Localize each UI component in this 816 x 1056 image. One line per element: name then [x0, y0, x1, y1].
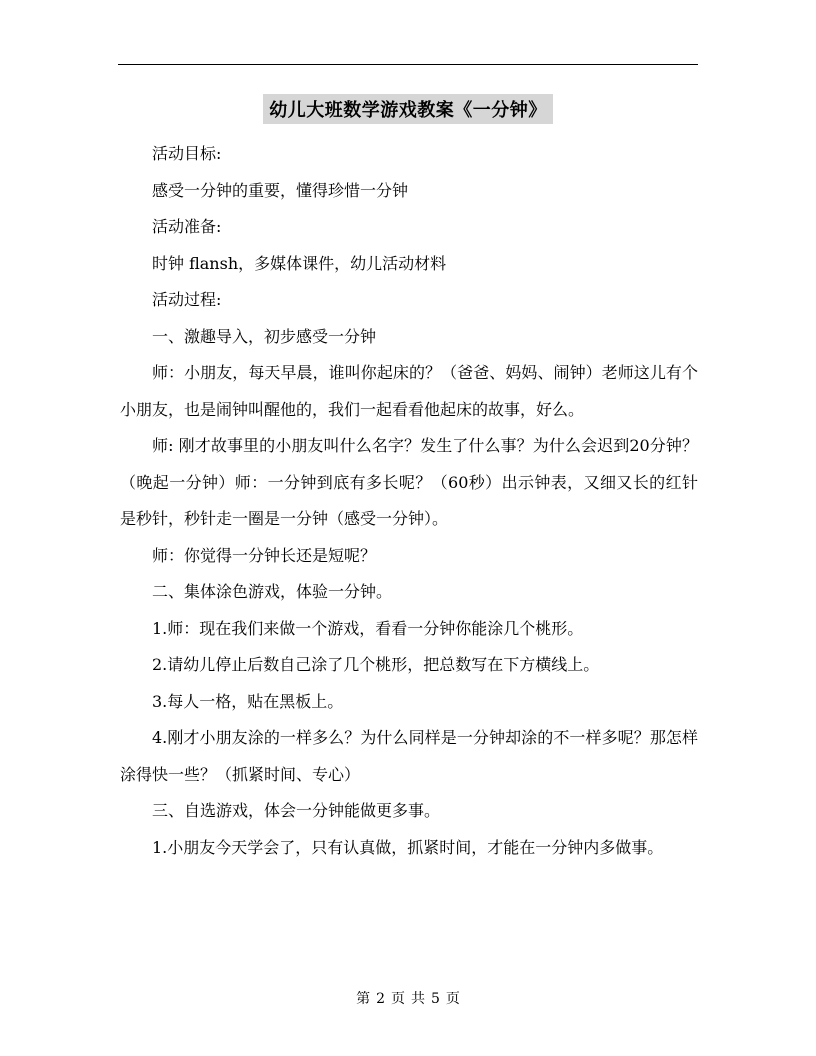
section-heading-2: 二、集体涂色游戏，体验一分钟。	[152, 582, 393, 601]
paragraph: 师：小朋友，每天早晨，谁叫你起床的？（爸爸、妈妈、闹钟）老师这儿有个小朋友，也是闹钟叫醒他的，我们一起看看他起床的故事，好么。	[120, 363, 698, 419]
heading-process: 活动过程:	[152, 290, 222, 309]
title-area	[0, 94, 816, 124]
footer-label-page-unit: 页	[391, 991, 405, 1007]
list-item: 1.小朋友今天学会了，只有认真做，抓紧时间，才能在一分钟内多做事。	[152, 837, 664, 857]
list-item: 2.请幼儿停止后数自己涂了几个桃形，把总数写在下方横线上。	[152, 655, 600, 674]
header-rule	[118, 64, 698, 65]
heading-objectives: 活动目标:	[152, 144, 222, 163]
section-heading-3: 三、自选游戏，体会一分钟能做更多事。	[152, 801, 441, 820]
paragraph-preparation: 时钟 flansh，多媒体课件，幼儿活动材料	[152, 253, 447, 273]
footer-label-total-unit: 页	[445, 991, 460, 1007]
section-heading-1: 一、激趣导入，初步感受一分钟	[152, 326, 377, 346]
heading-preparation: 活动准备:	[152, 217, 222, 236]
page-footer	[0, 988, 816, 1008]
footer-label-total: 共	[411, 991, 425, 1007]
list-item: 1.师：现在我们来做一个游戏，看看一分钟你能涂几个桃形。	[152, 618, 584, 638]
document-body	[120, 136, 698, 866]
footer-label-page: 第	[356, 991, 371, 1007]
paragraph: 师：你觉得一分钟长还是短呢？	[152, 545, 377, 565]
footer-current-page: 2	[376, 991, 385, 1007]
paragraph: 师: 刚才故事里的小朋友叫什么名字？发生了什么事？为什么会迟到20分钟？（晚起一分钟）师：一分钟到底有多长呢？（60秒）出示钟表，又细又长的红针是秒针，秒针走一圈是一分钟（感受一分钟）。	[120, 436, 698, 528]
footer-total-pages: 5	[431, 991, 440, 1007]
list-item: 4.刚才小朋友涂的一样多么？为什么同样是一分钟却涂的不一样多呢？那怎样涂得快一些？（抓紧时间、专心）	[120, 728, 698, 784]
list-item: 3.每人一格，贴在黑板上。	[152, 691, 344, 711]
document-title: 幼儿大班数学游戏教案《一分钟》	[263, 94, 553, 124]
paragraph-objectives: 感受一分钟的重要，懂得珍惜一分钟	[152, 180, 409, 200]
